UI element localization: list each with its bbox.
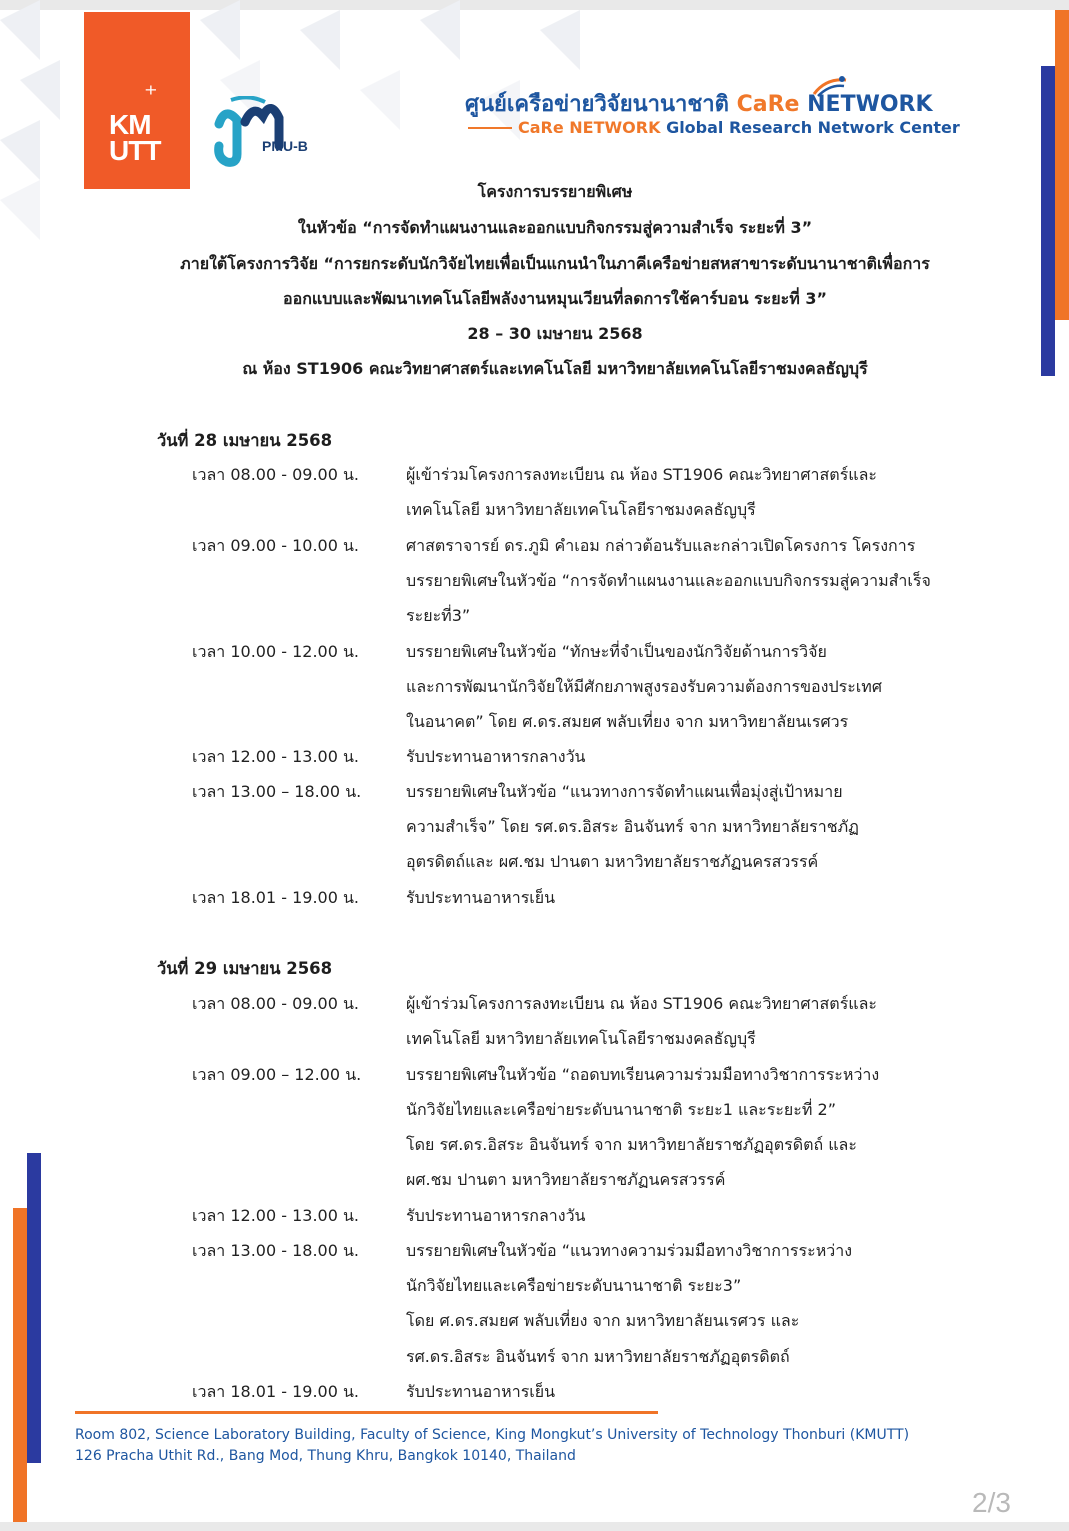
heading-line-1: โครงการบรรยายพิเศษ [477, 182, 633, 201]
schedule-desc: ความสำเร็จ” โดย รศ.ดร.อิสระ อินจันทร์ จาก มหาวิทยาลัยราชภัฏ [406, 817, 859, 836]
schedule-desc: ศาสตราจารย์ ดร.ภูมิ คำเอม กล่าวต้อนรับและกล่าวเปิดโครงการ โครงการ [406, 536, 916, 555]
schedule-desc: บรรยายพิเศษในหัวข้อ “แนวทางการจัดทำแผนเพื่อมุ่งสู่เป้าหมาย [406, 782, 843, 801]
schedule-desc: บรรยายพิเศษในหัวข้อ “ถอดบทเรียนความร่วมมือทางวิชาการระหว่าง [406, 1065, 880, 1084]
kmutt-logo-plus-mark: ⁺ [144, 80, 158, 110]
pmub-logo [205, 96, 335, 168]
schedule-desc: โดย ศ.ดร.สมยศ พลับเที่ยง จาก มหาวิทยาลัยนเรศวร และ [406, 1311, 800, 1330]
schedule-time: เวลา 09.00 – 12.00 น. [192, 1065, 362, 1084]
care-sub-dash [468, 127, 512, 129]
day-2-title: วันที่ 29 เมษายน 2568 [157, 959, 333, 978]
schedule-desc: โดย รศ.ดร.อิสระ อินจันทร์ จาก มหาวิทยาลัยราชภัฏอุตรดิตถ์ และ [406, 1135, 857, 1154]
schedule-desc: นักวิจัยไทยและเครือข่ายระดับนานาชาติ ระยะ3” [406, 1276, 742, 1295]
day-1-title: วันที่ 28 เมษายน 2568 [157, 431, 333, 450]
schedule-desc: รับประทานอาหารเย็น [406, 1382, 556, 1401]
care-sub-center: Global Research Network Center [666, 118, 960, 137]
care-sub-brand: CaRe NETWORK [518, 118, 661, 137]
care-title-thai: ศูนย์เครือข่ายวิจัยนานาชาติ [465, 92, 729, 117]
schedule-time: เวลา 10.00 - 12.00 น. [192, 642, 359, 661]
schedule-desc: ผศ.ชม ปานตา มหาวิทยาลัยราชภัฏนครสวรรค์ [406, 1170, 726, 1189]
heading-venue: ณ ห้อง ST1906 คณะวิทยาศาสตร์และเทคโนโลยี มหาวิทยาลัยเทคโนโลยีราชมงคลธัญบุรี [242, 359, 868, 378]
schedule-desc: นักวิจัยไทยและเครือข่ายระดับนานาชาติ ระยะ1 และระยะที่ 2” [406, 1100, 836, 1119]
footer-address-line-1: Room 802, Science Laboratory Building, Faculty of Science, King Mongkut’s University of Technology Thonburi (KMUTT) [75, 1427, 910, 1443]
schedule-desc: ผู้เข้าร่วมโครงการลงทะเบียน ณ ห้อง ST1906 คณะวิทยาศาสตร์และ [406, 994, 877, 1013]
care-brand-text: CaRe [736, 92, 800, 117]
page-indicator: 2/3 [972, 1487, 1011, 1518]
schedule-desc: บรรยายพิเศษในหัวข้อ “การจัดทำแผนงานและออกแบบกิจกรรมสู่ความสำเร็จ [406, 571, 931, 590]
schedule-time: เวลา 08.00 - 09.00 น. [192, 994, 359, 1013]
footer-divider [75, 1411, 658, 1414]
schedule-desc: บรรยายพิเศษในหัวข้อ “แนวทางความร่วมมือทางวิชาการระหว่าง [406, 1241, 853, 1260]
bottom-edge-shade [0, 1522, 1069, 1531]
heading-date: 28 – 30 เมษายน 2568 [467, 324, 643, 343]
schedule-time: เวลา 13.00 - 18.00 น. [192, 1241, 359, 1260]
schedule-time: เวลา 13.00 – 18.00 น. [192, 782, 362, 801]
schedule-desc: ในอนาคต” โดย ศ.ดร.สมยศ พลับเที่ยง จาก มหาวิทยาลัยนเรศวร [406, 712, 849, 731]
kmutt-logo [84, 12, 190, 189]
pmub-logo-text: PMU-B [262, 138, 308, 154]
schedule-desc: เทคโนโลยี มหาวิทยาลัยเทคโนโลยีราชมงคลธัญบุรี [406, 1029, 756, 1048]
schedule-desc: และการพัฒนานักวิจัยให้มีศักยภาพสูงรองรับความต้องการของประเทศ [406, 677, 882, 696]
schedule-time: เวลา 12.00 - 13.00 น. [192, 1206, 359, 1225]
schedule-desc: รับประทานอาหารกลางวัน [406, 1206, 586, 1225]
schedule-time: เวลา 09.00 - 10.00 น. [192, 536, 359, 555]
care-network-subtitle [518, 118, 960, 137]
heading-line-2: ในหัวข้อ “การจัดทำแผนงานและออกแบบกิจกรรมสู่ความสำเร็จ ระยะที่ 3” [297, 218, 813, 237]
schedule-time: เวลา 08.00 - 09.00 น. [192, 465, 359, 484]
schedule-time: เวลา 12.00 - 13.00 น. [192, 747, 359, 766]
schedule-time: เวลา 18.01 - 19.00 น. [192, 1382, 359, 1401]
care-swoosh-icon [812, 74, 848, 98]
kmutt-logo-text: KM UTT [109, 109, 161, 166]
schedule-desc: ผู้เข้าร่วมโครงการลงทะเบียน ณ ห้อง ST1906 คณะวิทยาศาสตร์และ [406, 465, 877, 484]
schedule-desc: อุตรดิตถ์และ ผศ.ชม ปานตา มหาวิทยาลัยราชภัฏนครสวรรค์ [406, 852, 819, 871]
schedule-desc: รับประทานอาหารเย็น [406, 888, 556, 907]
decor-bar-orange-top [1055, 10, 1069, 320]
schedule-desc: บรรยายพิเศษในหัวข้อ “ทักษะที่จำเป็นของนักวิจัยด้านการวิจัย [406, 642, 827, 661]
care-network-title [465, 86, 933, 121]
footer-address-line-2: 126 Pracha Uthit Rd., Bang Mod, Thung Khru, Bangkok 10140, Thailand [75, 1448, 576, 1464]
schedule-desc: รับประทานอาหารกลางวัน [406, 747, 586, 766]
schedule-time: เวลา 18.01 - 19.00 น. [192, 888, 359, 907]
heading-line-4: ออกแบบและพัฒนาเทคโนโลยีพลังงานหมุนเวียนที่ลดการใช้คาร์บอน ระยะที่ 3” [282, 289, 828, 308]
decor-bar-blue-top [1041, 66, 1055, 376]
schedule-desc: ระยะที่3” [406, 606, 471, 625]
schedule-desc: เทคโนโลยี มหาวิทยาลัยเทคโนโลยีราชมงคลธัญบุรี [406, 500, 756, 519]
decor-bar-blue-left [27, 1153, 41, 1463]
care-brand-network-text: NETWORK [807, 92, 933, 117]
heading-line-3: ภายใต้โครงการวิจัย “การยกระดับนักวิจัยไทยเพื่อเป็นแกนนำในภาคีเครือข่ายสหสาขาระดับนานาชาติเพื่อการ [180, 254, 930, 273]
schedule-desc: รศ.ดร.อิสระ อินจันทร์ จาก มหาวิทยาลัยราชภัฏอุตรดิตถ์ [406, 1347, 790, 1366]
decor-bar-orange-left [13, 1208, 27, 1522]
